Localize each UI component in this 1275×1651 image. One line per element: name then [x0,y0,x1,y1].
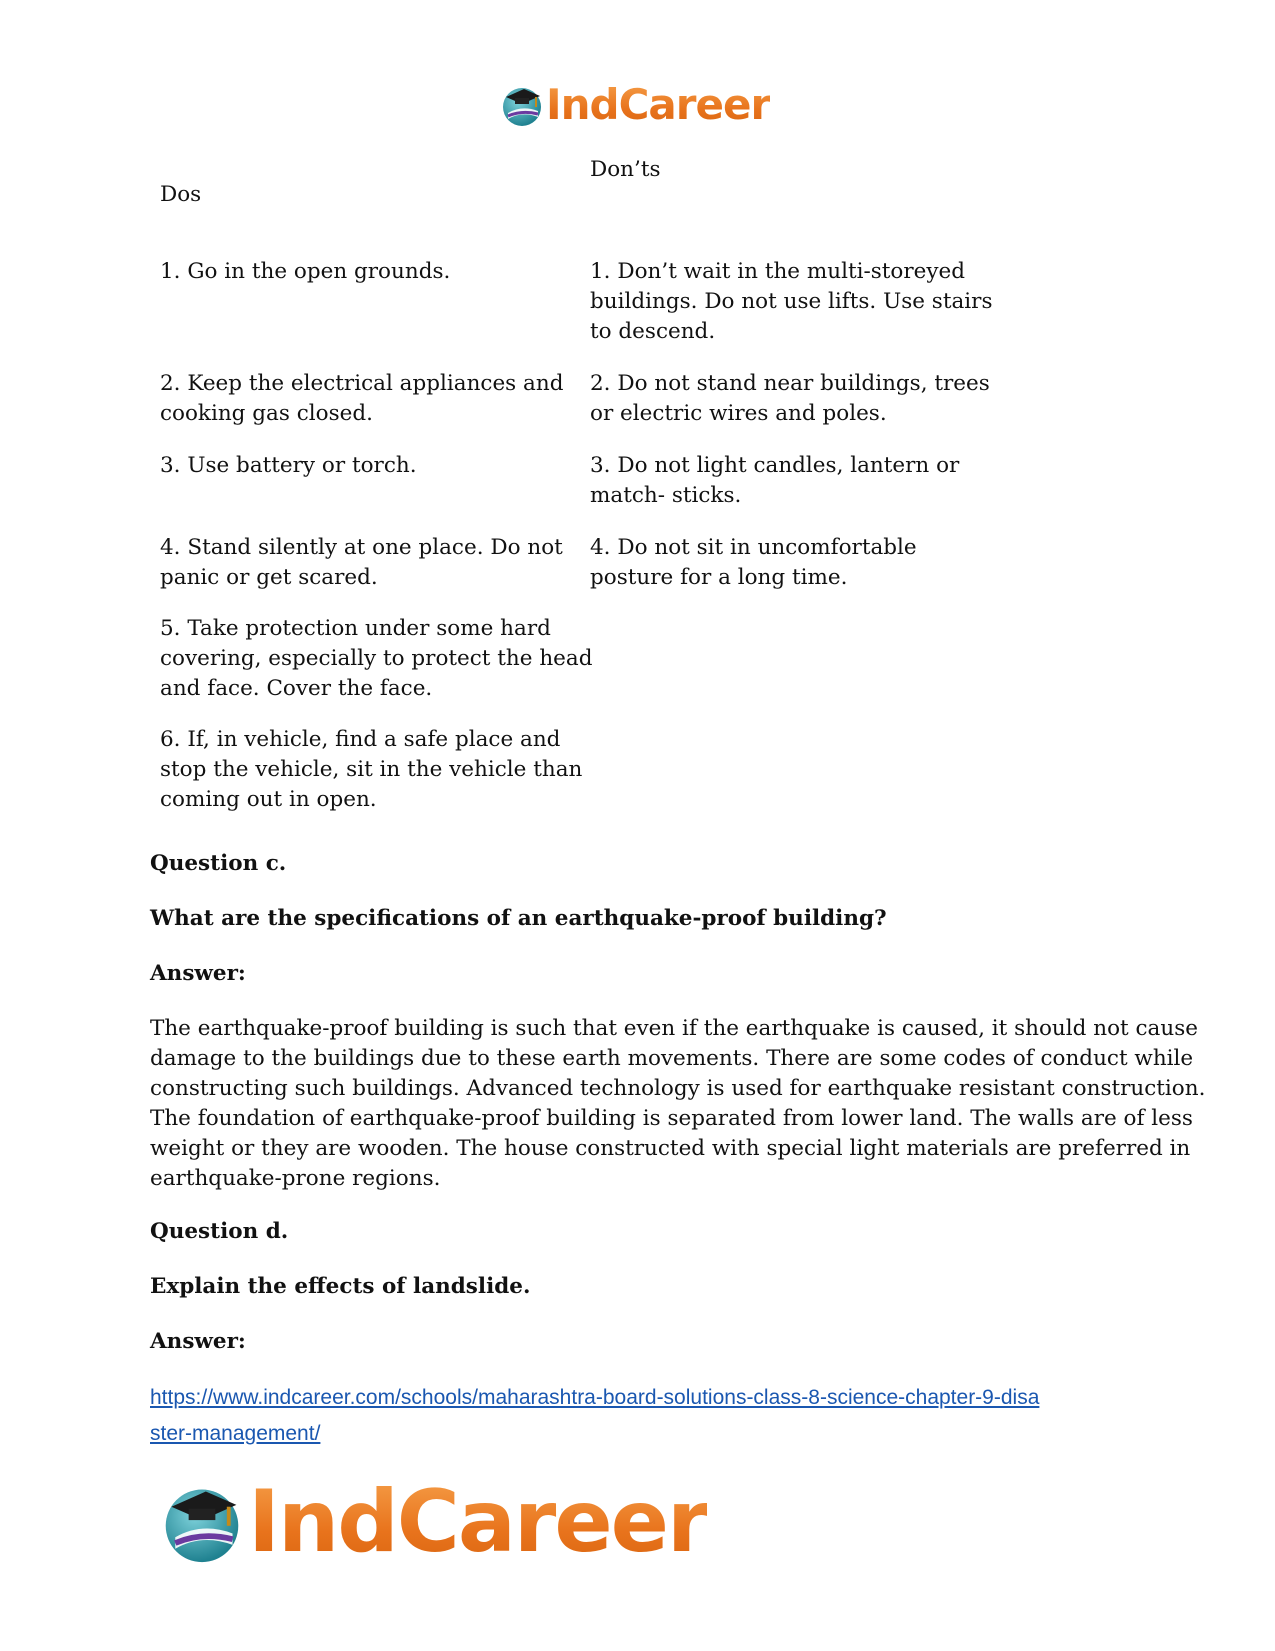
question-c-label: Question c. [150,851,287,876]
question-c-answer-label: Answer: [150,961,246,986]
dos-item-2-line: cooking gas closed. [160,401,373,426]
answer-line: weight or they are wooden. The house constructed with special light materials are preferred in [150,1136,1191,1161]
logo-wordmark: IndCareer [248,1472,708,1572]
dos-item-3 [160,451,417,481]
dos-item-4 [160,533,563,593]
logo-wordmark: IndCareer [546,80,771,129]
donts-item-3-line: match- sticks. [590,483,742,508]
chapter-link[interactable] [150,1380,1039,1452]
answer-line: damage to the buildings due to these earth movements. There are some codes of conduct while [150,1046,1194,1071]
question-d-label: Question d. [150,1219,289,1244]
indcareer-logo-bottom [160,1472,707,1572]
graduation-globe-icon [160,1480,244,1564]
dos-item-6-line: stop the vehicle, sit in the vehicle than [160,757,583,782]
donts-header: Don’ts [590,157,661,182]
donts-item-1-line: buildings. Do not use lifts. Use stairs [590,289,993,314]
donts-item-3 [590,451,959,511]
answer-line: The earthquake-proof building is such that even if the earthquake is caused, it should not cause [150,1016,1198,1041]
question-d-text: Explain the effects of landslide. [150,1274,531,1299]
dos-item-1 [160,257,450,287]
donts-item-2-line: 2. Do not stand near buildings, trees [590,371,990,396]
dos-item-6-line: coming out in open. [160,787,377,812]
answer-line: earthquake-prone regions. [150,1166,441,1191]
dos-item-5-line: covering, especially to protect the head [160,646,593,671]
dos-item-4-line: 4. Stand silently at one place. Do not [160,535,563,560]
question-c-text: What are the specifications of an earthquake-proof building? [150,906,887,931]
donts-item-3-line: 3. Do not light candles, lantern or [590,453,960,478]
answer-line: constructing such buildings. Advanced technology is used for earthquake resistant construction. [150,1076,1206,1101]
answer-line: The foundation of earthquake-proof building is separated from lower land. The walls are of less [150,1106,1193,1131]
dos-item-2 [160,369,563,429]
donts-item-1-line: to descend. [590,319,716,344]
donts-item-1 [590,257,992,347]
graduation-globe-icon [500,83,544,127]
dos-item-6-line: 6. If, in vehicle, find a safe place and [160,727,561,752]
dos-item-5-line: 5. Take protection under some hard [160,616,551,641]
donts-item-4-line: posture for a long time. [590,565,848,590]
dos-header: Dos [160,182,202,207]
question-c-answer [150,1014,1205,1194]
dos-item-5-line: and face. Cover the face. [160,676,433,701]
dos-item-4-line: panic or get scared. [160,565,378,590]
question-d-answer-label: Answer: [150,1329,246,1354]
chapter-link-line-1[interactable]: https://www.indcareer.com/schools/maharashtra-board-solutions-class-8-science-chapter-9-disa [150,1386,1040,1409]
donts-item-2 [590,369,990,429]
dos-item-5 [160,614,592,704]
donts-item-4 [590,533,917,593]
donts-item-2-line: or electric wires and poles. [590,401,887,426]
dos-item-3-line: 3. Use battery or torch. [160,453,417,478]
donts-item-4-line: 4. Do not sit in uncomfortable [590,535,917,560]
chapter-link-line-2[interactable]: ster-management/ [150,1422,321,1445]
donts-item-1-line: 1. Don’t wait in the multi-storeyed [590,259,966,284]
dos-item-6 [160,725,582,815]
dos-item-1-line: 1. Go in the open grounds. [160,259,451,284]
dos-item-2-line: 2. Keep the electrical appliances and [160,371,564,396]
indcareer-logo-top [500,80,770,129]
